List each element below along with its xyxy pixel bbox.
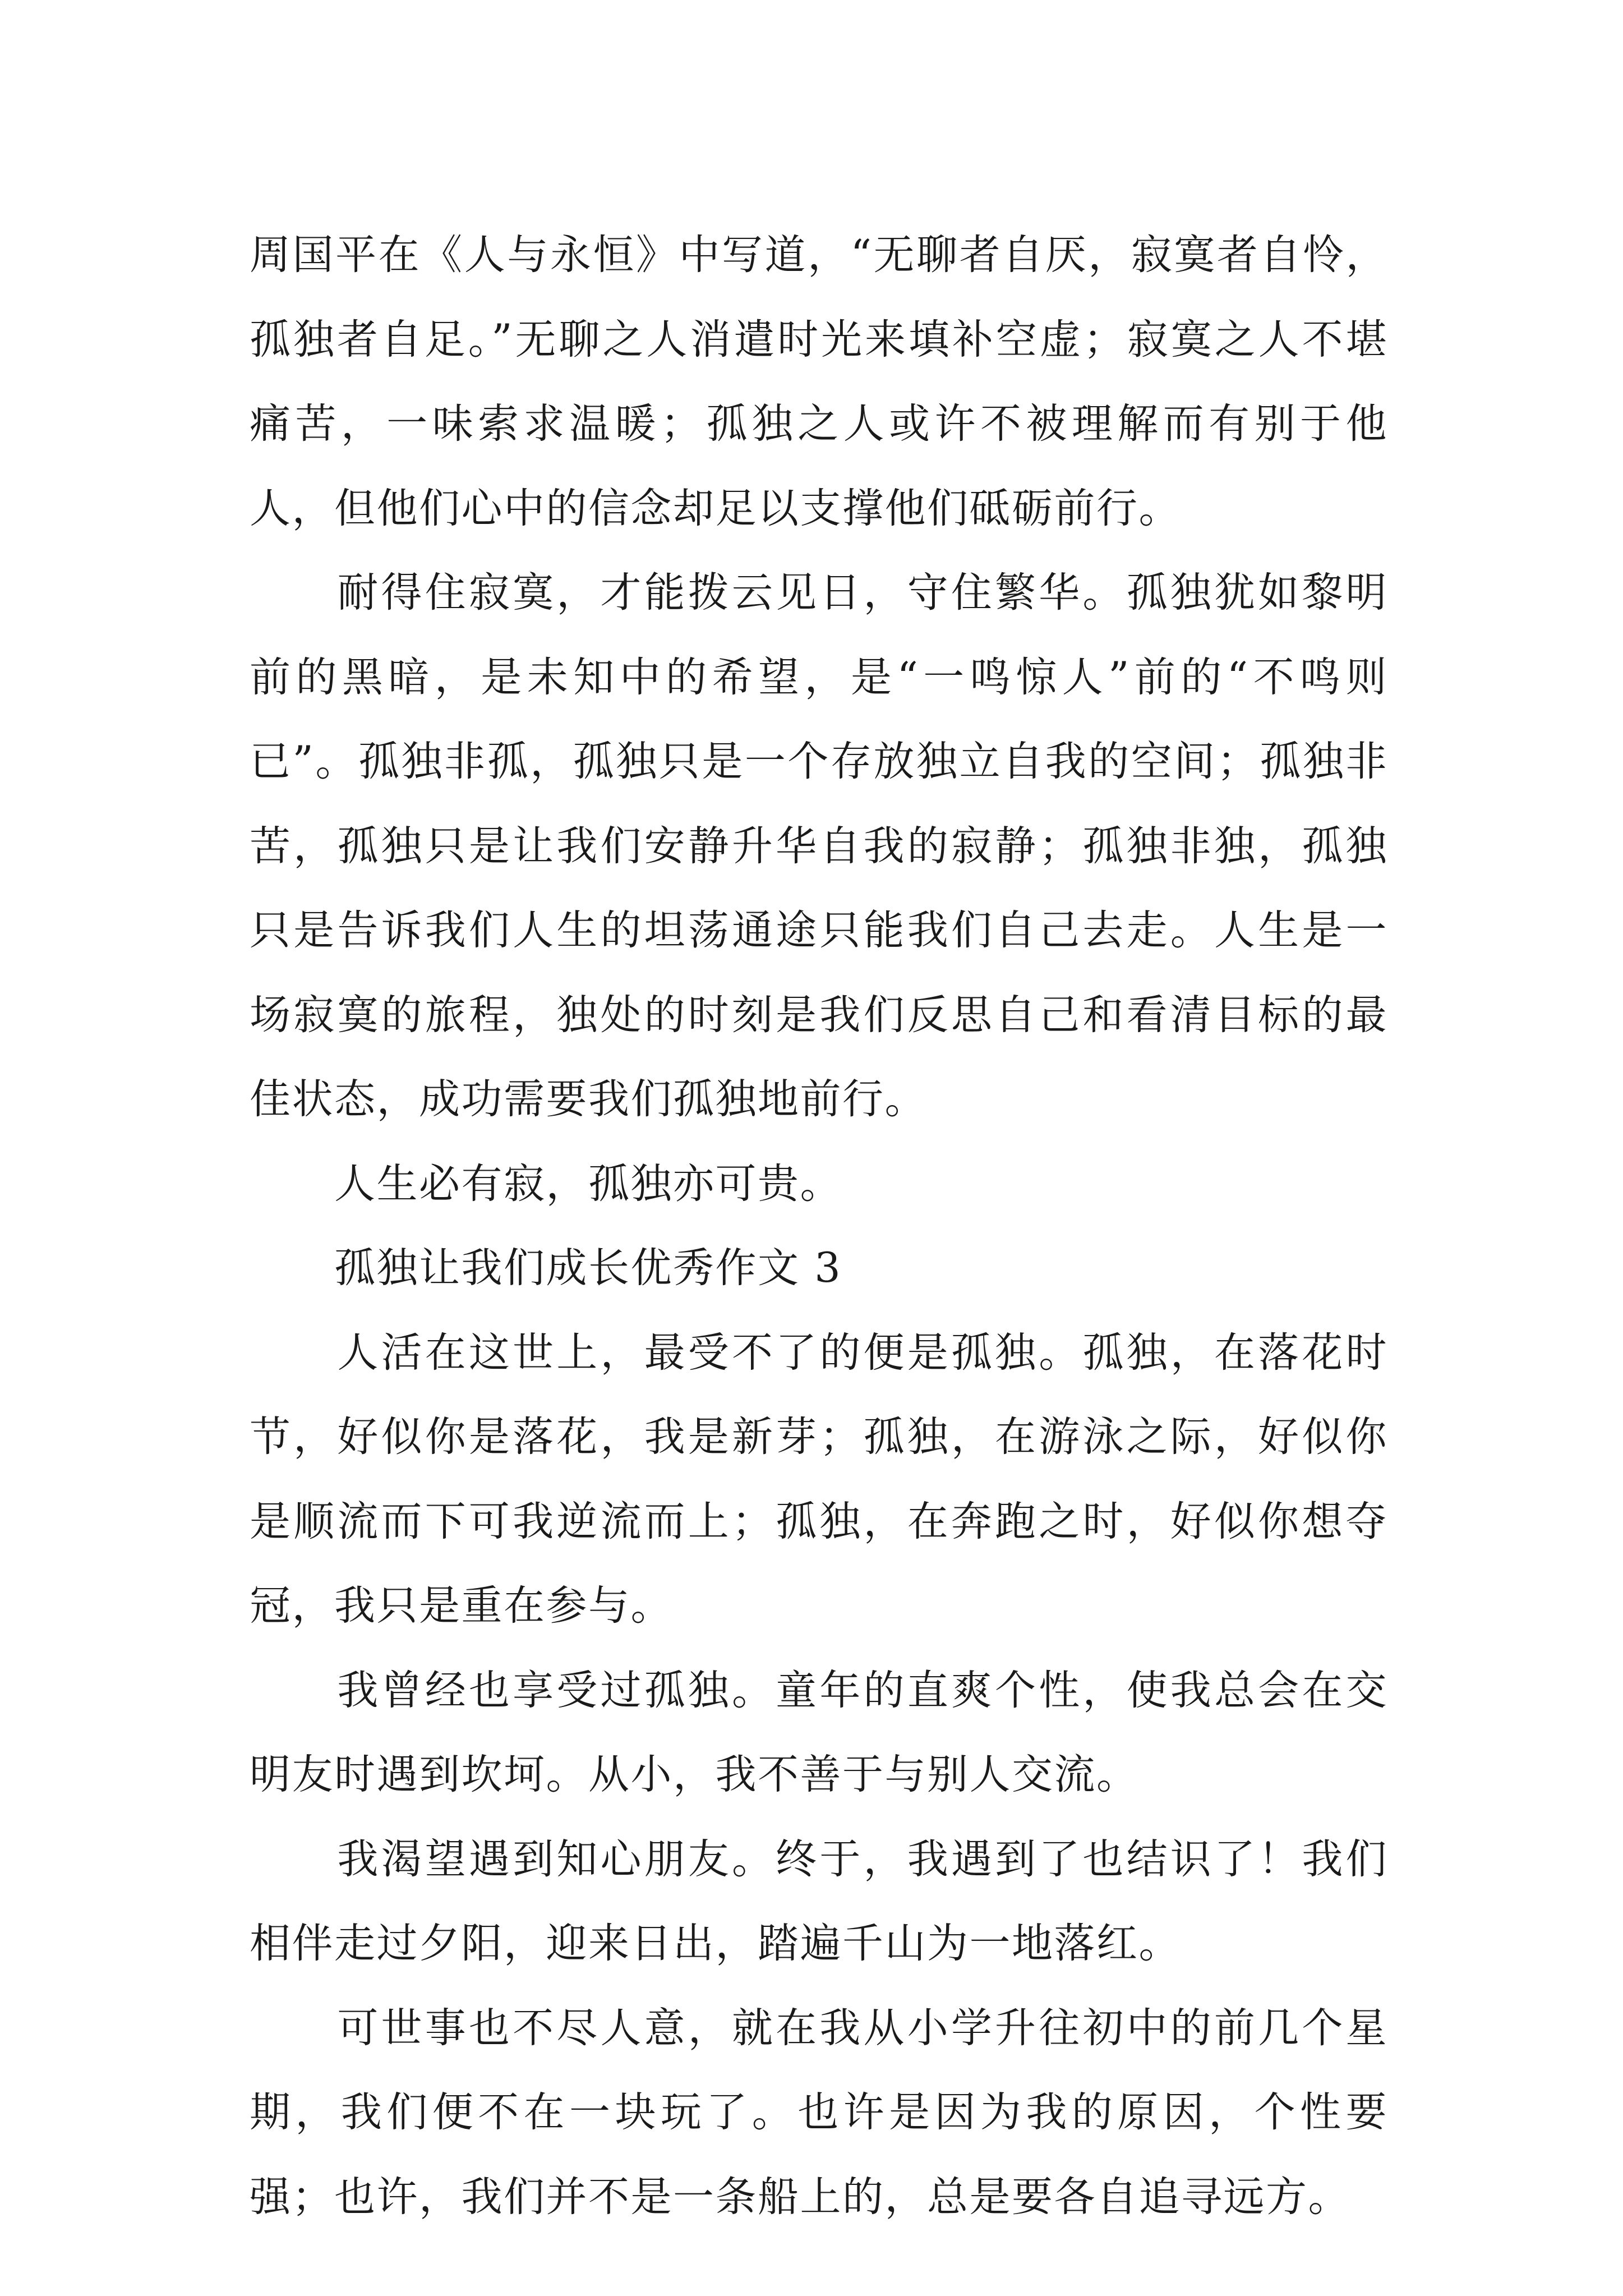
paragraph: 我曾经也享受过孤独。童年的直爽个性，使我总会在交明友时遇到坎坷。从小，我不善于与别人交流。 bbox=[250, 1666, 1388, 1798]
paragraph: 耐得住寂寞，才能拨云见日，守住繁华。孤独犹如黎明前的黑暗，是未知中的希望，是“一鸣惊人”前的“不鸣则已”。孤独非孤，孤独只是一个存放独立自我的空间；孤独非苦，孤独只是让我们安静升华自我的寂静；孤独非独，孤独只是告诉我们人生的坦荡通途只能我们自己去走。人生是一场寂寞的旅程，独处的时刻是我们反思自己和看清目标的最佳状态，成功需要我们孤独地前行。 bbox=[250, 569, 1388, 1123]
paragraph: 人活在这世上，最受不了的便是孤独。孤独，在落花时节，好似你是落花，我是新芽；孤独，在游泳之际，好似你是顺流而下可我逆流而上；孤独，在奔跑之时，好似你想夺冠，我只是重在参与。 bbox=[250, 1328, 1388, 1630]
paragraph: 可世事也不尽人意，就在我从小学升往初中的前几个星期，我们便不在一块玩了。也许是因为我的原因，个性要强；也许，我们并不是一条船上的，总是要各自追寻远方。 bbox=[250, 2004, 1388, 2221]
paragraph: 我渴望遇到知心朋友。终于，我遇到了也结识了！我们相伴走过夕阳，迎来日出，踏遍千山为一地落红。 bbox=[250, 1835, 1388, 1967]
paragraph: 周国平在《人与永恒》中写道，“无聊者自厌，寂寞者自怜，孤独者自足。”无聊之人消遣时光来填补空虚；寂寞之人不堪痛苦，一味索求温暖；孤独之人或许不被理解而有别于他人，但他们心中的信念却足以支撑他们砥砺前行。 bbox=[250, 231, 1388, 532]
essay-heading: 孤独让我们成长优秀作文 3 bbox=[250, 1244, 842, 1292]
paragraph: 人生必有寂，孤独亦可贵。 bbox=[250, 1159, 842, 1208]
essay-body bbox=[250, 213, 1388, 2239]
